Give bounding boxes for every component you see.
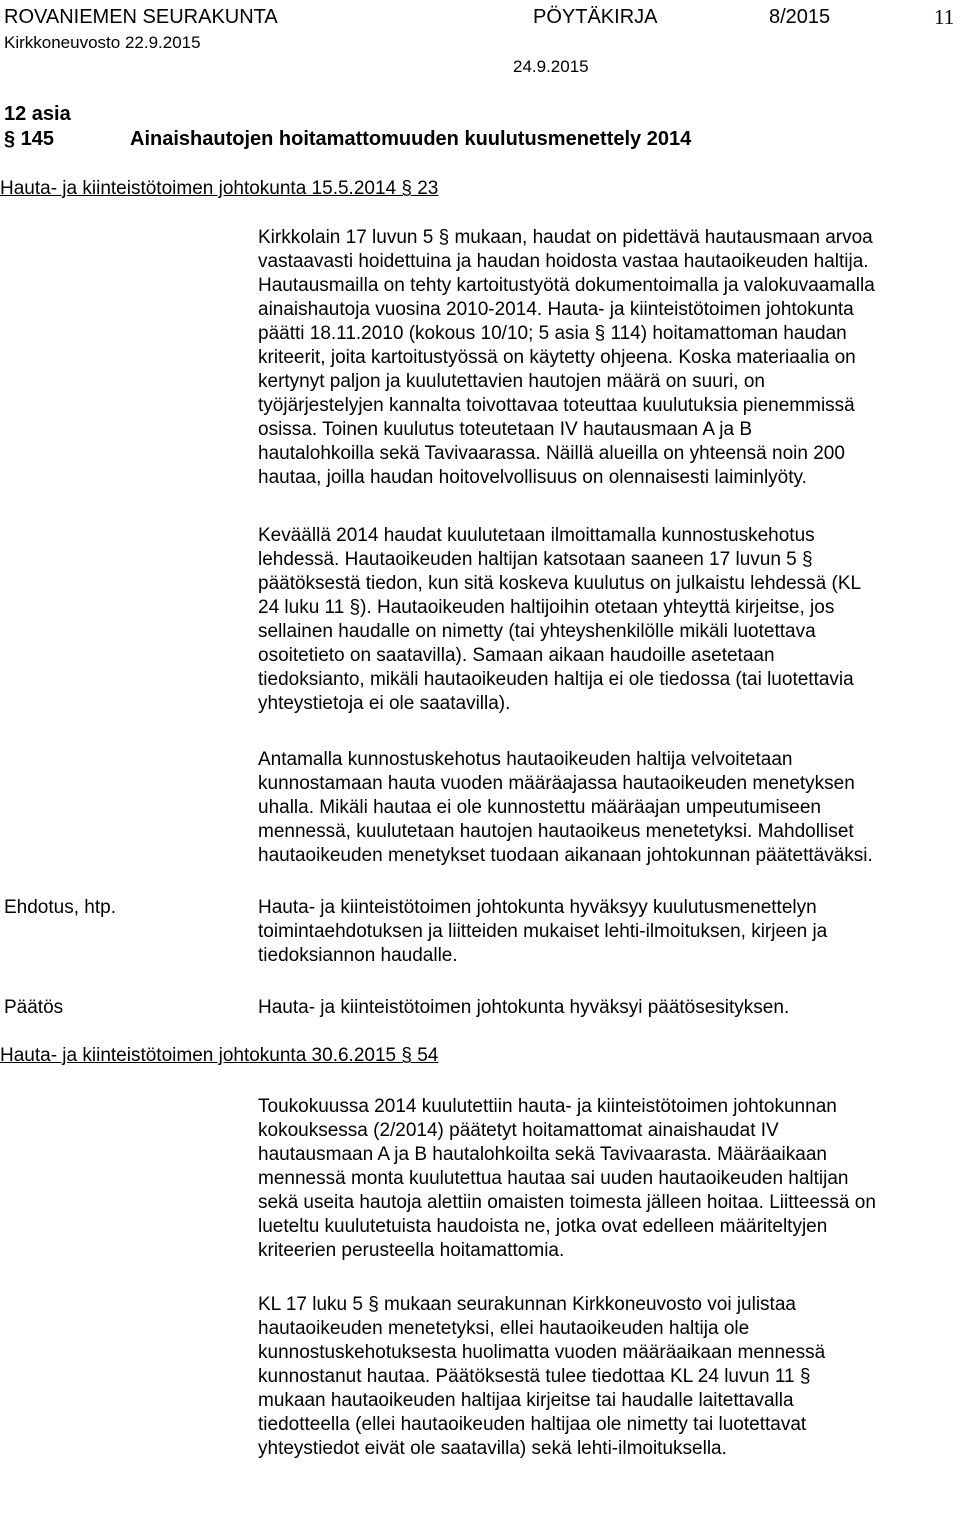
text-line: yhteystietoja ei ole saatavilla). <box>258 693 511 714</box>
text-line: kunnostanut hautaa. Päätöksestä tulee tiedottaa KL 24 luvun 11 § <box>258 1366 811 1387</box>
text-line: Antamalla kunnostuskehotus hautaoikeuden haltija velvoitetaan <box>258 749 793 770</box>
text-line: ainaishautoja vuosina 2010-2014. Hauta- ja kiinteistötoimen johtokunta <box>258 299 854 320</box>
text-line: hautaoikeuden menetykset tuodaan aikanaan johtokunnan päätettäväksi. <box>258 845 873 866</box>
print-date: 24.9.2015 <box>513 57 589 76</box>
document-number: 8/2015 <box>769 6 831 28</box>
text-line: osissa. Toinen kuulutus toteutetaan IV hautausmaan A ja B <box>258 419 752 440</box>
text-line: sellainen haudalle on nimetty (tai yhteyshenkilölle mikäli luotettava <box>258 621 816 642</box>
text-line: tiedoksianto, mikäli hautaoikeuden haltija ei ole tiedossa (tai luotettavia <box>258 669 854 690</box>
text-line: lueteltu kuulutetuista haudoista ne, jotka ovat edelleen määriteltyjen <box>258 1216 828 1237</box>
page-number: 11 <box>934 5 955 29</box>
text-line: tiedoksiannon haudalle. <box>258 945 458 966</box>
text-line: kunnostamaan hauta vuoden määräajassa hautaoikeuden menetyksen <box>258 773 855 794</box>
text-line: sekä useita hautoja alettiin omaisten toimesta jälleen hoitaa. Liitteessä on <box>258 1192 876 1213</box>
text-line: mukaan hautaoikeuden haltijaa kirjeitse tai haudalle laitettavalla <box>258 1390 794 1411</box>
history-1-paragraph-1 <box>258 226 960 490</box>
text-line: päätöksestä tiedon, kun sitä koskeva kuulutus on julkaistu lehdessä (KL <box>258 573 862 594</box>
text-line: hautausmaan A ja B hautalohkoilta sekä Tavivaarasta. Määräaikaan <box>258 1144 827 1165</box>
text-line: kunnostuskehotuksesta huolimatta vuoden määräaikaan mennessä <box>258 1342 826 1363</box>
text-line: kokouksessa (2/2014) päätetyt hoitamattomat ainaishaudat IV <box>258 1120 779 1141</box>
text-line: kertynyt paljon ja kuulutettavien hautojen määrä on suuri, on <box>258 371 765 392</box>
history-2-paragraph-1 <box>258 1095 960 1263</box>
text-line: lehdessä. Hautaoikeuden haltijan katsotaan saaneen 17 luvun 5 § <box>258 549 813 570</box>
decision-text <box>258 996 960 1020</box>
text-line: Kirkkolain 17 luvun 5 § mukaan, haudat on pidettävä hautausmaan arvoa <box>258 227 873 248</box>
history-1-paragraph-2 <box>258 524 960 716</box>
text-line: Keväällä 2014 haudat kuulutetaan ilmoittamalla kunnostuskehotus <box>258 525 815 546</box>
text-line: Hauta- ja kiinteistötoimen johtokunta hyväksyy kuulutusmenettelyn <box>258 897 817 918</box>
text-line: mennessä monta kuulutettua hautaa sai uuden hautaoikeuden haltijan <box>258 1168 849 1189</box>
section-number: § 145 <box>4 128 55 150</box>
proposal-label: Ehdotus, htp. <box>4 897 116 918</box>
text-line: Hauta- ja kiinteistötoimen johtokunta hyväksyi päätösesityksen. <box>258 997 790 1018</box>
text-line: kriteerit, joita kartoitustyössä on käytetty ohjeena. Koska materiaalia on <box>258 347 856 368</box>
text-line: päätti 18.11.2010 (kokous 10/10; 5 asia § 114) hoitamattoman haudan <box>258 323 847 344</box>
text-line: Toukokuussa 2014 kuulutettiin hauta- ja kiinteistötoimen johtokunnan <box>258 1096 837 1117</box>
decision-label: Päätös <box>4 997 64 1018</box>
text-line: uhalla. Mikäli hautaa ei ole kunnostettu määräajan umpeutumiseen <box>258 797 821 818</box>
text-line: hautaoikeuden menetetyksi, ellei hautaoikeuden haltija ole <box>258 1318 750 1339</box>
history-1-paragraph-3 <box>258 748 960 868</box>
text-line: tiedotteella (ellei hautaoikeuden haltijaa ole nimetty tai luotettavat <box>258 1414 807 1435</box>
text-line: kriteerien perusteella hoitamattomia. <box>258 1240 565 1261</box>
text-line: KL 17 luku 5 § mukaan seurakunnan Kirkkoneuvosto voi julistaa <box>258 1294 796 1315</box>
text-line: Hautausmailla on tehty kartoitustyötä dokumentoimalla ja valokuvaamalla <box>258 275 875 296</box>
proposal-text <box>258 896 960 968</box>
text-line: 24 luku 11 §). Hautaoikeuden haltijoihin otetaan yhteyttä kirjeitse, jos <box>258 597 835 618</box>
body-date: Kirkkoneuvosto 22.9.2015 <box>4 33 201 52</box>
text-line: vastaavasti hoidettuina ja haudan hoidosta vastaa hautaoikeuden haltija. <box>258 251 869 272</box>
organization-name: ROVANIEMEN SEURAKUNTA <box>4 6 278 28</box>
text-line: osoitetieto on saatavilla). Samaan aikaan haudoille asetetaan <box>258 645 775 666</box>
text-line: hautaa, joilla haudan hoitovelvollisuus on olennaisesti laiminlyöty. <box>258 467 807 488</box>
item-number: 12 asia <box>4 103 71 125</box>
history-subheading-2: Hauta- ja kiinteistötoimen johtokunta 30.6.2015 § 54 <box>0 1045 439 1066</box>
history-2-paragraph-2 <box>258 1293 960 1461</box>
text-line: mennessä, kuulutetaan hautojen hautaoikeus menetetyksi. Mahdolliset <box>258 821 854 842</box>
document-type: PÖYTÄKIRJA <box>533 6 658 28</box>
text-line: työjärjestelyjen kannalta toivottavaa toteuttaa kuulutuksia pienemmissä <box>258 395 855 416</box>
history-subheading-1: Hauta- ja kiinteistötoimen johtokunta 15.5.2014 § 23 <box>0 178 439 199</box>
text-line: hautalohkoilla sekä Tavivaarassa. Näillä alueilla on yhteensä noin 200 <box>258 443 845 464</box>
item-title: Ainaishautojen hoitamattomuuden kuulutusmenettely 2014 <box>130 128 692 150</box>
text-line: yhteystiedot eivät ole saatavilla) sekä lehti-ilmoituksella. <box>258 1438 727 1459</box>
text-line: toimintaehdotuksen ja liitteiden mukaiset lehti-ilmoituksen, kirjeen ja <box>258 921 828 942</box>
